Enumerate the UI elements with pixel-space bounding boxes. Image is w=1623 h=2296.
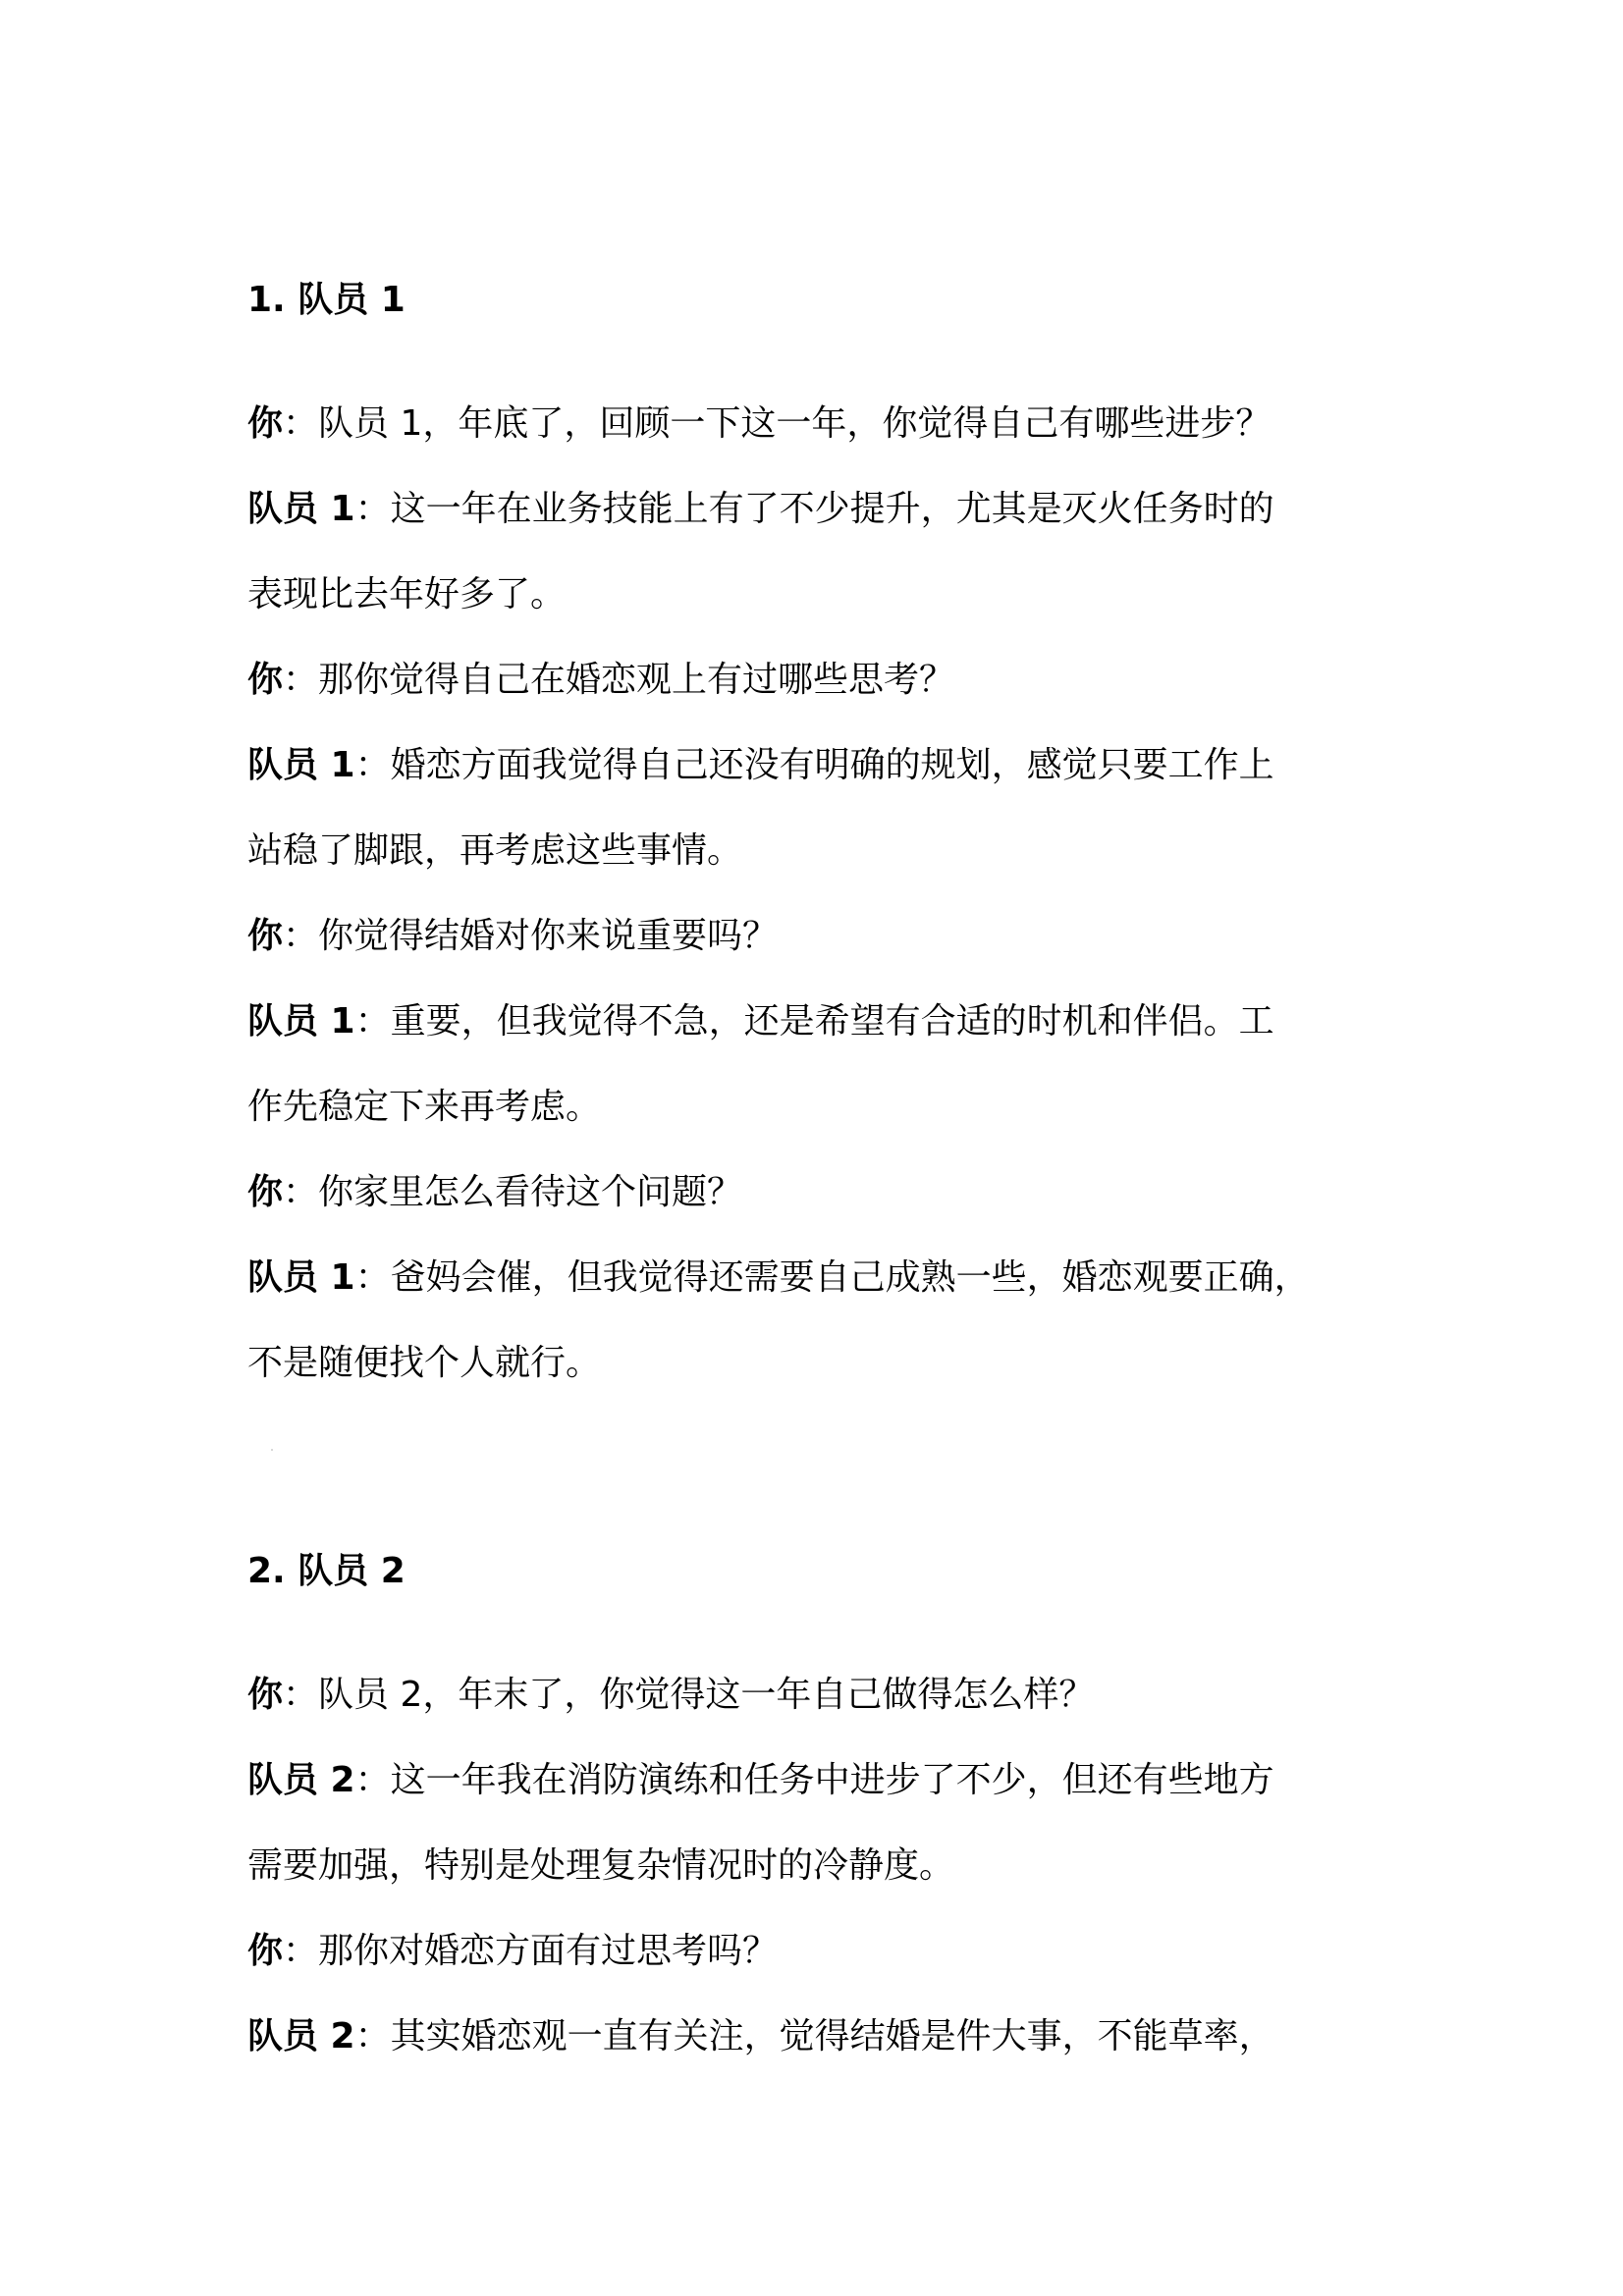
- speaker-label: 队员 1: [247, 1001, 355, 1041]
- speaker-label: 你: [247, 1931, 284, 1971]
- dialogue-text: ：这一年在业务技能上有了不少提升，尤其是灭火任务时的: [354, 489, 1274, 529]
- speaker-label: 你: [247, 1172, 284, 1212]
- dialogue-line: [247, 2013, 1274, 2060]
- dialogue-text: ：你家里怎么看待这个问题？: [283, 1172, 743, 1212]
- dialogue-line: [247, 1084, 601, 1131]
- dialogue-text: ：婚恋方面我觉得自己还没有明确的规划，感觉只要工作上: [354, 745, 1274, 785]
- speaker-label: 队员 2: [247, 2016, 355, 2056]
- dialogue-text: ：重要，但我觉得不急，还是希望有合适的时机和伴侣。工: [354, 1001, 1274, 1041]
- dialogue-line: [247, 657, 954, 704]
- dialogue-text: ：你觉得结婚对你来说重要吗？: [283, 916, 779, 956]
- dialogue-line: [247, 1842, 954, 1890]
- speaker-label: 队员 1: [247, 1257, 355, 1298]
- dialogue-text: 作先稳定下来再考虑。: [247, 1087, 602, 1127]
- dialogue-line: [247, 1672, 1094, 1719]
- dialogue-text: ：队员 1，年底了，回顾一下这一年，你觉得自己有哪些进步？: [283, 403, 1271, 444]
- dialogue-text: ：这一年我在消防演练和任务中进步了不少，但还有些地方: [354, 1760, 1274, 1800]
- dialogue-line: [247, 1169, 742, 1216]
- dialogue-text: ：队员 2，年末了，你觉得这一年自己做得怎么样？: [283, 1675, 1095, 1715]
- dialogue-line: [247, 742, 1274, 789]
- dialogue-line: [247, 913, 778, 960]
- section-2-heading: 2. 队员 2: [247, 1551, 406, 1591]
- dialogue-line: [247, 571, 566, 618]
- dialogue-text: ：爸妈会催，但我觉得还需要自己成熟一些，婚恋观要正确，: [354, 1257, 1310, 1298]
- dialogue-text: 不是随便找个人就行。: [247, 1343, 602, 1383]
- dialogue-text: ：其实婚恋观一直有关注，觉得结婚是件大事，不能草率，: [354, 2016, 1274, 2056]
- dialogue-text: ：那你对婚恋方面有过思考吗？: [283, 1931, 779, 1971]
- dialogue-line: [247, 486, 1274, 533]
- speaker-label: 队员 1: [247, 745, 355, 785]
- speaker-label: 你: [247, 1675, 284, 1715]
- dialogue-line: [247, 1255, 1310, 1302]
- dialogue-text: 站稳了脚跟，再考虑这些事情。: [247, 830, 743, 871]
- speaker-label: 队员 2: [247, 1760, 355, 1800]
- dialogue-line: [247, 1340, 601, 1387]
- speaker-label: 你: [247, 916, 284, 956]
- dialogue-line: [247, 828, 742, 875]
- dialogue-line: [247, 1757, 1274, 1804]
- dialogue-line: [247, 400, 1271, 448]
- stray-mark: [271, 1449, 273, 1451]
- dialogue-line: [247, 998, 1274, 1045]
- dialogue-line: [247, 1928, 778, 1975]
- speaker-label: 你: [247, 403, 284, 444]
- section-1-heading: 1. 队员 1: [247, 280, 406, 320]
- dialogue-text: 需要加强，特别是处理复杂情况时的冷静度。: [247, 1845, 955, 1886]
- speaker-label: 队员 1: [247, 489, 355, 529]
- dialogue-text: ：那你觉得自己在婚恋观上有过哪些思考？: [283, 660, 955, 700]
- dialogue-text: 表现比去年好多了。: [247, 574, 567, 614]
- speaker-label: 你: [247, 660, 284, 700]
